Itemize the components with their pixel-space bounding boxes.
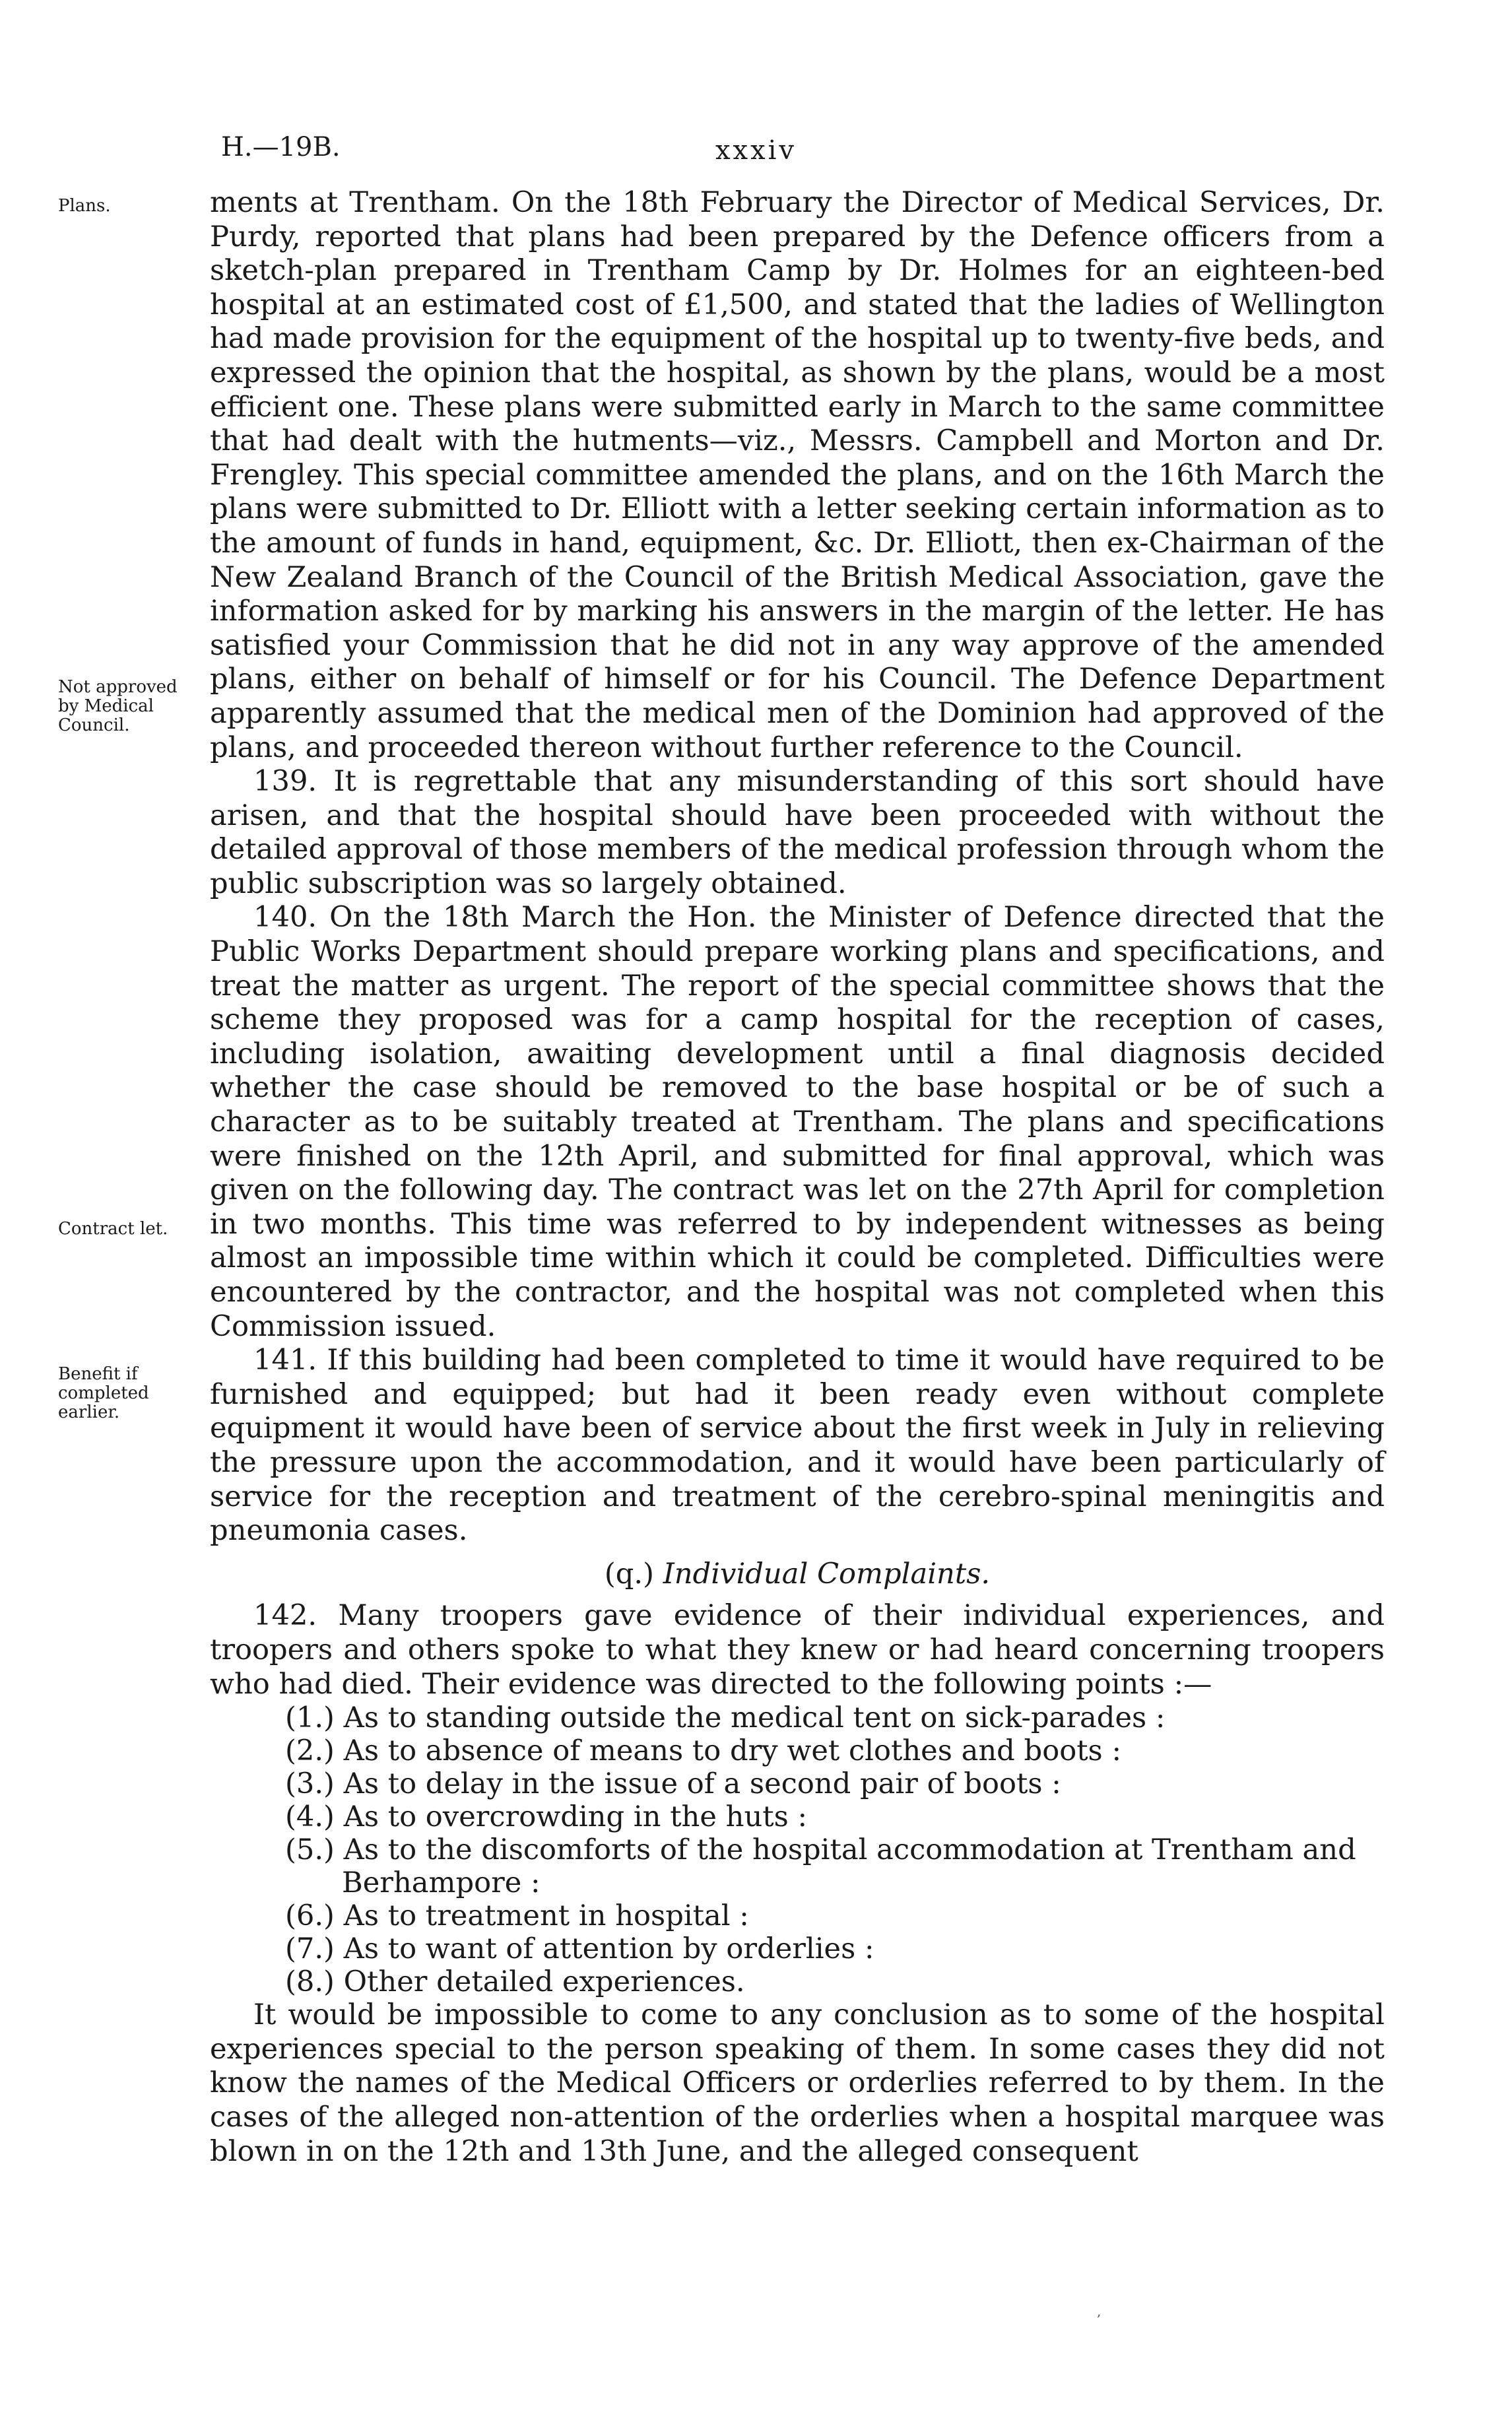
paragraph-142: 142. Many troopers gave evidence of their individual experiences, and troopers and others spoke to what they knew or had heard concerning troopers who had died. Their evidence was directed to the following points :—	[210, 1599, 1385, 1701]
list-item: (6.) As to treatment in hospital :	[285, 1899, 749, 1933]
margin-note-benefit: Benefit if completed earlier.	[58, 1364, 149, 1422]
main-text	[210, 186, 1385, 2169]
section-heading-number: (q.)	[604, 1557, 654, 1591]
margin-note-not-approved: Not approved by Medical Council.	[58, 677, 178, 735]
list-item: (4.) As to overcrowding in the huts :	[285, 1800, 808, 1834]
paragraph-139: 139. It is regrettable that any misunderstanding of this sort should have arisen, and that the hospital should have been proceeded with without the detailed approval of those members of the medical profession through whom the public subscription was so largely obtained.	[210, 765, 1385, 900]
paragraph-141: 141. If this building had been completed to time it would have required to be furnished and equipped; but had it been ready even without complete equipment it would have been of service about the first week in July in relieving the pressure upon the accommodation, and it would have been particularly of service for the reception and treatment of the cerebro-spinal meningitis and pneumonia cases.	[210, 1344, 1385, 1548]
paragraph-final: It would be impossible to come to any conclusion as to some of the hospital experiences special to the person speaking of them. In some cases they did not know the names of the Medical Officers or orderlies referred to by them. In the cases of the alleged non-attention of the orderlies when a hospital marquee was blown in on the 12th and 13th June, and the alleged consequent	[210, 1998, 1385, 2168]
scan-mark: ,	[1097, 2303, 1101, 2319]
list-item: (1.) As to standing outside the medical tent on sick-parades :	[285, 1701, 1166, 1735]
margin-note-plans: Plans.	[58, 196, 111, 216]
list-item: (3.) As to delay in the issue of a second pair of boots :	[285, 1767, 1061, 1801]
paragraph-140: 140. On the 18th March the Hon. the Minister of Defence directed that the Public Works Department should prepare working plans and specifications, and treat the matter as urgent. The report of the special committee shows that the scheme they proposed was for a camp hospital for the reception of cases, including isolation, awaiting development until a final diagnosis decided whether the case should be removed to the base hospital or be of such a character as to be suitably treated at Trentham. The plans and specifications were finished on the 12th April, and submitted for final approval, which was given on the following day. The contract was let on the 27th April for completion in two months. This time was referred to by independent witnesses as being almost an impossible time within which it could be completed. Difficulties were encountered by the contractor, and the hospital was not completed when this Commission issued.	[210, 901, 1385, 1343]
list-item: (7.) As to want of attention by orderlies :	[285, 1932, 874, 1966]
page-reference: H.—19B.	[221, 132, 341, 162]
list-item: (2.) As to absence of means to dry wet clothes and boots :	[285, 1734, 1121, 1768]
paragraph-continued: ments at Trentham. On the 18th February the Director of Medical Services, Dr. Purdy, reported that plans had been prepared by the Defence officers from a sketch-plan prepared in Trentham Camp by Dr. Holmes for an eighteen-bed hospital at an estimated cost of £1,500, and stated that the ladies of Wellington had made provision for the equipment of the hospital up to twenty-five beds, and expressed the opinion that the hospital, as shown by the plans, would be a most efficient one. These plans were submitted early in March to the same committee that had dealt with the hutments—viz., Messrs. Campbell and Morton and Dr. Frengley. This special committee amended the plans, and on the 16th March the plans were submitted to Dr. Elliott with a letter seeking certain information as to the amount of funds in hand, equipment, &c. Dr. Elliott, then ex-Chairman of the New Zealand Branch of the Council of the British Medical Association, gave the information asked for by marking his answers in the margin of the letter. He has satisfied your Commission that he did not in any way approve of the amended plans, either on behalf of himself or for his Council. The Defence Department apparently assumed that the medical men of the Dominion had approved of the plans, and proceeded thereon without further reference to the Council.	[210, 186, 1385, 764]
list-item: (8.) Other detailed experiences.	[285, 1965, 745, 1999]
section-heading-title: Individual Complaints.	[663, 1557, 991, 1591]
margin-note-contract-let: Contract let.	[58, 1219, 168, 1239]
list-item: (5.) As to the discomforts of the hospital accommodation at Trentham and Berhampore :	[285, 1833, 1356, 1900]
section-heading	[210, 1558, 1385, 1592]
complaints-list	[210, 1701, 1385, 1998]
page-number: xxxiv	[715, 135, 797, 166]
